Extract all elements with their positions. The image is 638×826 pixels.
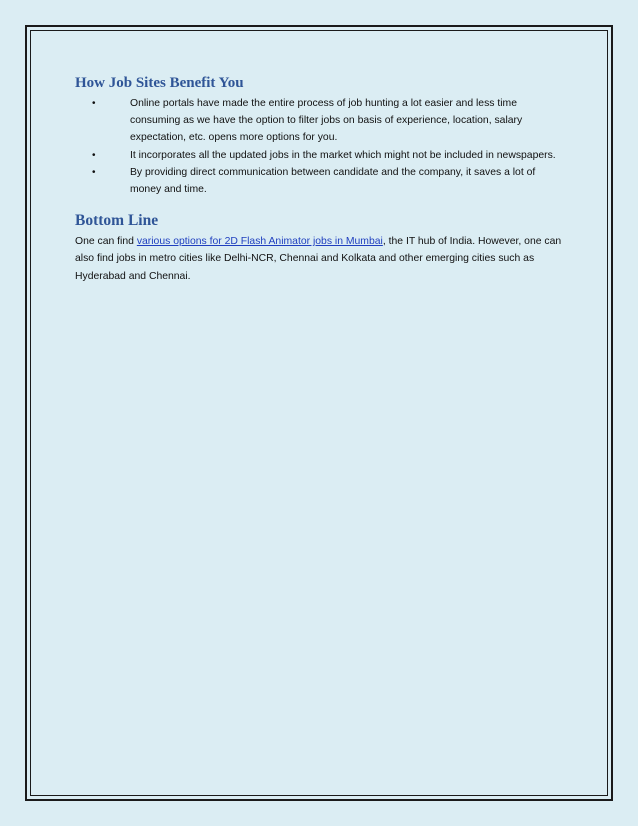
list-item [75, 164, 565, 198]
bullet-icon: • [92, 149, 96, 161]
paragraph-text-end: , the IT hub of India. However, one can also find jobs in metro cities like Delhi-NCR, Chennai and Kolkata and other emerging cities such as Hyderabad and Chennai. [75, 236, 562, 282]
benefits-list [75, 95, 565, 198]
bullet-icon: • [92, 166, 96, 178]
paragraph-text-start: One can find [75, 236, 137, 248]
section-heading-benefits: How Job Sites Benefit You [75, 75, 244, 91]
list-item-text: By providing direct communication between candidate and the company, it saves a lot of money and time. [130, 166, 536, 196]
bullet-icon: • [92, 98, 96, 109]
document-content [75, 74, 565, 285]
list-item-text: Online portals have made the entire process of job hunting a lot easier and less time consuming as we have the option to filter jobs on basis of experience, location, salary expectation, etc. opens more options for you. [130, 98, 523, 144]
jobs-link[interactable]: various options for 2D Flash Animator jobs in Mumbai [136, 236, 383, 248]
section-heading-bottom-line: Bottom Line [75, 212, 159, 230]
bottom-line-paragraph [75, 233, 565, 285]
list-item [75, 95, 565, 147]
list-item [75, 147, 565, 164]
list-item-text: It incorporates all the updated jobs in the market which might not be included in newspapers. [130, 149, 556, 161]
